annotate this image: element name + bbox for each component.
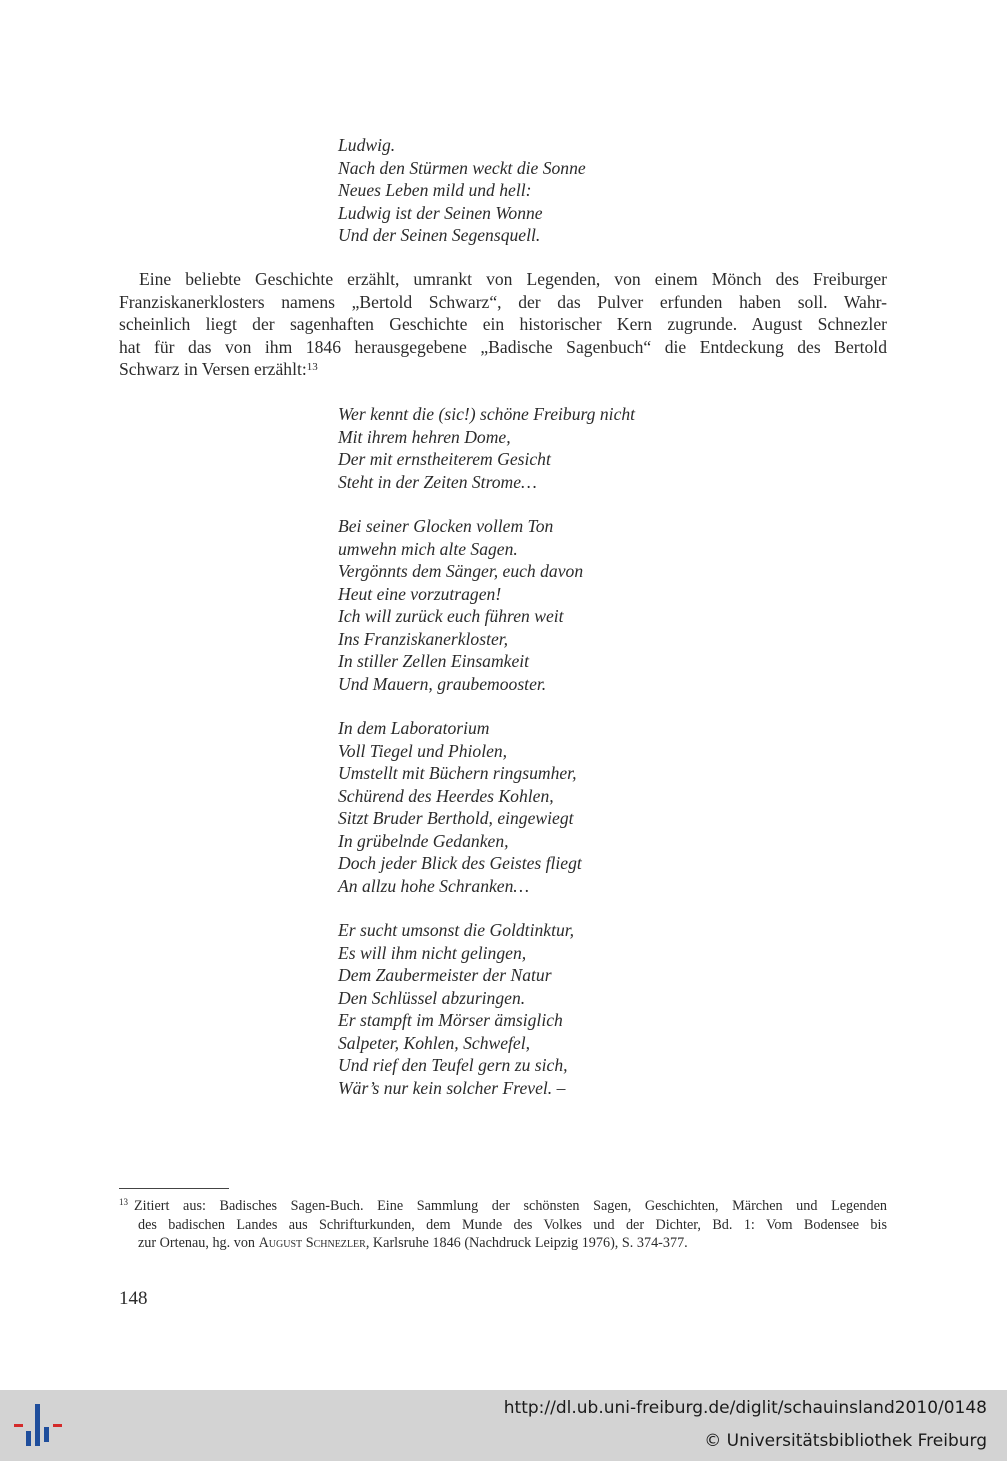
footnote-text: , Karlsruhe 1846 (Nachdruck Leipzig 1976), S. 374-377. xyxy=(365,1235,688,1252)
verse-line: Doch jeder Blick des Geistes fliegt xyxy=(338,853,582,873)
paragraph-line: Eine beliebte Geschichte erzählt, umrankt von Legenden, von einem Mönch des Freiburger xyxy=(139,269,887,289)
footnote-line xyxy=(119,1197,887,1216)
body-paragraph xyxy=(119,268,887,381)
verse-line: Es will ihm nicht gelingen, xyxy=(338,942,527,963)
footnote-text: zur Ortenau, hg. von xyxy=(138,1235,259,1252)
footnote-13 xyxy=(119,1197,887,1253)
verse-line: Schürend des Heerdes Kohlen, xyxy=(338,785,554,806)
footnote-author: August Schnezler xyxy=(258,1235,366,1252)
verse-line: Den Schlüssel abzuringen. xyxy=(338,987,526,1008)
footnote-reference[interactable]: 13 xyxy=(306,361,318,373)
copyright-notice: © Universitätsbibliothek Freiburg xyxy=(704,1431,987,1451)
verse-line: In grübelnde Gedanken, xyxy=(338,830,509,851)
verse-line: Umstellt mit Büchern ringsumher, xyxy=(338,763,577,783)
verse-line: Heut eine vorzutragen! xyxy=(338,583,502,604)
verse-line: Steht in der Zeiten Strome… xyxy=(338,471,537,492)
verse-line: Vergönnts dem Sänger, euch davon xyxy=(338,561,584,581)
stanza-3 xyxy=(338,717,635,897)
footer-bar xyxy=(0,1390,1007,1461)
verse-line: Und Mauern, graubemooster. xyxy=(338,673,547,694)
verse-line: Er stampft im Mörser ämsiglich xyxy=(338,1010,563,1030)
verse-line: Mit ihrem hehren Dome, xyxy=(338,426,511,447)
paragraph-line-last xyxy=(119,358,887,381)
stanza-1 xyxy=(338,403,635,493)
verse-line: Und der Seinen Segensquell. xyxy=(338,225,541,245)
verse-line: Bei seiner Glocken vollem Ton xyxy=(338,516,554,536)
verse-line: In dem Laboratorium xyxy=(338,718,490,738)
verse-line: Ins Franziskanerkloster, xyxy=(338,628,509,649)
verse-line: Salpeter, Kohlen, Schwefel, xyxy=(338,1032,531,1053)
poem-bertold-schwarz xyxy=(338,403,635,1099)
verse-line: umwehn mich alte Sagen. xyxy=(338,538,518,559)
footnote-number: 13 xyxy=(119,1197,128,1207)
paragraph-line-text: Schwarz in Versen erzählt: xyxy=(119,359,307,379)
verse-line: In stiller Zellen Einsamkeit xyxy=(338,651,530,671)
verse-line: Voll Tiegel und Phiolen, xyxy=(338,740,508,761)
stanza-2 xyxy=(338,515,635,695)
verse-line: Sitzt Bruder Berthold, eingewiegt xyxy=(338,808,574,828)
document-url-link[interactable]: http://dl.ub.uni-freiburg.de/diglit/schauinsland2010/0148 xyxy=(503,1398,987,1418)
footnote-text: Zitiert aus: Badisches Sagen-Buch. Eine Sammlung der schönsten Sagen, Geschichten, Märchen und Legenden xyxy=(134,1198,887,1214)
paragraph-line: Franziskanerklosters namens „Bertold Schwarz“, der das Pulver erfunden haben soll. Wahr- xyxy=(119,291,887,312)
footnote-line xyxy=(119,1234,887,1253)
page-number: 148 xyxy=(119,1288,148,1309)
paragraph-line: scheinlich liegt der sagenhaften Geschichte ein historischer Kern zugrunde. August Schnezler xyxy=(119,314,887,334)
verse-line: Und rief den Teufel gern zu sich, xyxy=(338,1055,568,1075)
verse-line: Wär’s nur kein solcher Frevel. – xyxy=(338,1077,566,1098)
verse-line: An allzu hohe Schranken… xyxy=(338,875,530,896)
verse-line: Nach den Stürmen weckt die Sonne xyxy=(338,157,586,178)
verse-line: Neues Leben mild und hell: xyxy=(338,180,532,200)
footnote-line: des badischen Landes aus Schrifturkunden, dem Munde des Volkes und der Dichter, Bd. 1: Vom Bodensee bis xyxy=(138,1216,887,1233)
verse-line: Er sucht umsonst die Goldtinktur, xyxy=(338,920,575,940)
verse-line: Dem Zaubermeister der Natur xyxy=(338,965,552,985)
paragraph-line: hat für das von ihm 1846 herausgegebene „Badische Sagenbuch“ die Entdeckung des Bertold xyxy=(119,336,887,357)
verse-line: Ich will zurück euch führen weit xyxy=(338,606,564,626)
verse-line: Der mit ernstheiterem Gesicht xyxy=(338,449,551,469)
stanza-4 xyxy=(338,919,635,1099)
footnote-divider xyxy=(119,1188,229,1189)
verse-line: Ludwig. xyxy=(338,135,396,155)
verse-ludwig xyxy=(338,134,586,247)
verse-line: Wer kennt die (sic!) schöne Freiburg nicht xyxy=(338,404,636,424)
verse-line: Ludwig ist der Seinen Wonne xyxy=(338,202,543,223)
ub-freiburg-logo-icon xyxy=(14,1400,64,1448)
